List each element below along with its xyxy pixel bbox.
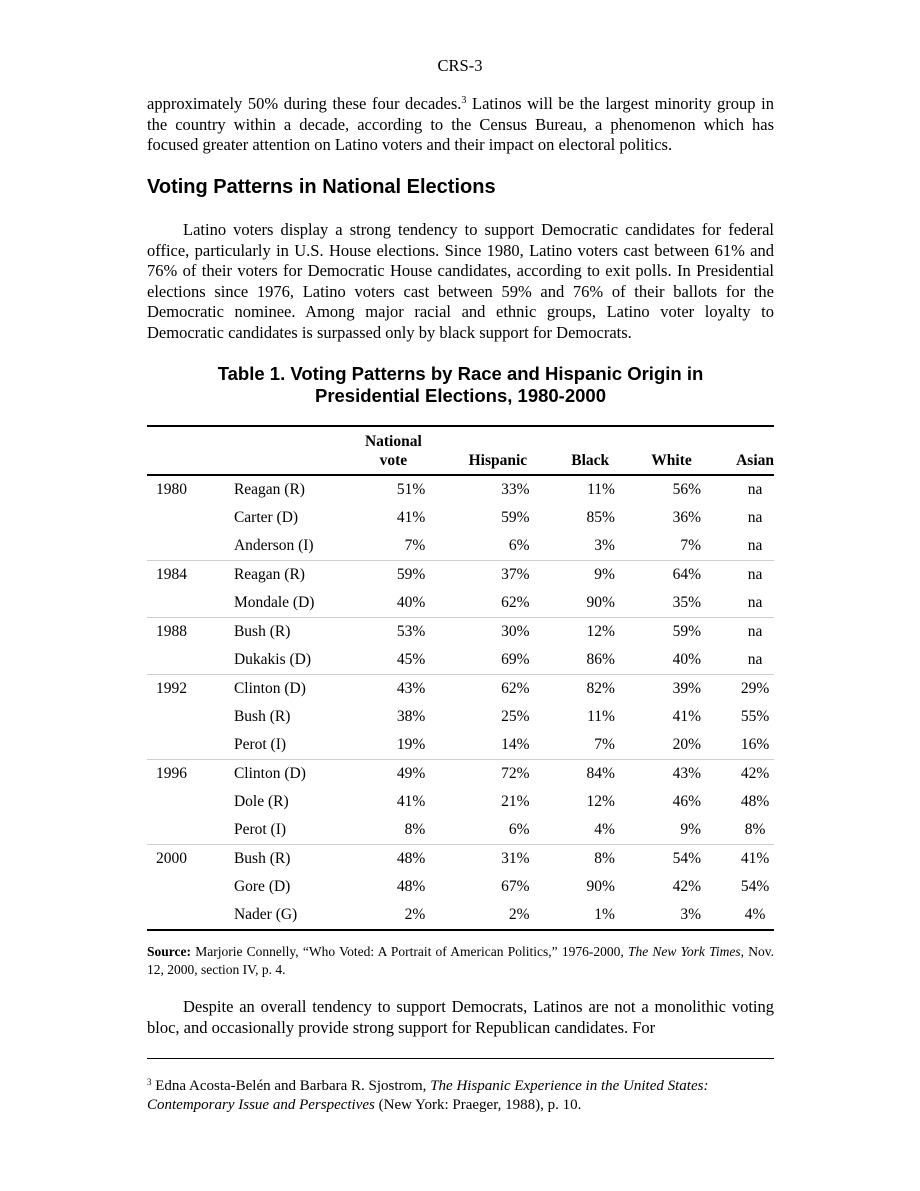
paragraph-voting-patterns: Latino voters display a strong tendency to support Democratic candidates for federal office, particularly in U.S. House elections. Since 1980, Latino voters cast between 61% and 76% of their voters for Democratic House candidates, according to exit polls. In Presidential elections since 1976, Latino voters cast between 59% and 76% of their ballots for the Democratic nominee. Among major racial and ethnic groups, Latino voter loyalty to Democratic candidates is surpassed only by black support for Democrats. bbox=[147, 220, 774, 342]
cell-black: 1% bbox=[546, 901, 627, 930]
cell-year bbox=[147, 646, 234, 675]
header-national-line-1: National bbox=[364, 433, 422, 450]
cell-asian: 42% bbox=[716, 760, 774, 789]
cell-candidate: Gore (D) bbox=[233, 878, 291, 895]
cell-hispanic: 69% bbox=[501, 651, 530, 668]
cell-asian: 48% bbox=[740, 793, 770, 810]
cell-asian: 29% bbox=[716, 675, 774, 704]
cell-candidate: Anderson (I) bbox=[233, 537, 314, 554]
footnote-number: 3 bbox=[147, 1077, 152, 1087]
cell-hispanic: 37% bbox=[430, 561, 545, 590]
paragraph-republican-support: Despite an overall tendency to support Democrats, Latinos are not a monolithic voting bloc, and occasionally provide strong support for Republican candidates. For bbox=[147, 997, 774, 1037]
cell-hispanic: 30% bbox=[430, 618, 545, 647]
cell-hispanic: 33% bbox=[501, 481, 530, 498]
cell-year bbox=[147, 731, 234, 760]
cell-year bbox=[147, 703, 234, 731]
cell-hispanic: 25% bbox=[501, 708, 530, 725]
cell-black: 8% bbox=[546, 845, 627, 874]
cell-candidate: Perot (I) bbox=[233, 736, 287, 753]
cell-national-vote: 19% bbox=[396, 736, 426, 753]
source-text: Marjorie Connelly, “Who Voted: A Portrait of American Politics,” 1976-2000, bbox=[191, 944, 628, 959]
cell-white: 42% bbox=[672, 878, 702, 895]
cell-asian: na bbox=[716, 618, 774, 647]
cell-white: 36% bbox=[672, 509, 702, 526]
table-title-line-2: Presidential Elections, 1980-2000 bbox=[314, 385, 606, 406]
table-row bbox=[147, 873, 774, 901]
header-national-vote bbox=[352, 426, 430, 475]
cell-white: 35% bbox=[672, 594, 702, 611]
footnote-publication-info: (New York: Praeger, 1988), p. 10. bbox=[374, 1097, 582, 1113]
cell-national-vote: 41% bbox=[396, 509, 426, 526]
cell-white: 43% bbox=[627, 760, 716, 789]
cell-hispanic: 62% bbox=[430, 675, 545, 704]
cell-candidate: Bush (R) bbox=[233, 708, 291, 725]
table-row bbox=[147, 475, 774, 504]
cell-year bbox=[147, 504, 234, 532]
table-row bbox=[147, 618, 774, 647]
cell-asian: na bbox=[716, 561, 774, 590]
cell-year bbox=[147, 901, 234, 930]
cell-asian: na bbox=[747, 651, 763, 668]
table-row bbox=[147, 504, 774, 532]
cell-black: 90% bbox=[586, 878, 615, 895]
footnote-reference[interactable]: 3 bbox=[461, 95, 467, 106]
cell-candidate: Reagan (R) bbox=[234, 561, 353, 590]
cell-white: 64% bbox=[627, 561, 716, 590]
cell-year bbox=[147, 816, 234, 845]
cell-candidate: Mondale (D) bbox=[233, 594, 315, 611]
cell-year bbox=[147, 788, 234, 816]
table-row bbox=[147, 646, 774, 675]
cell-candidate: Reagan (R) bbox=[233, 481, 305, 498]
cell-national-vote: 2% bbox=[352, 901, 430, 930]
cell-candidate: Clinton (D) bbox=[234, 675, 353, 704]
table-row bbox=[147, 731, 774, 760]
cell-hispanic: 62% bbox=[501, 594, 530, 611]
cell-white: 7% bbox=[680, 537, 702, 554]
table-body bbox=[147, 475, 774, 930]
footnote-authors: Edna Acosta-Belén and Barbara R. Sjostrom, bbox=[151, 1078, 431, 1094]
cell-black: 12% bbox=[546, 618, 627, 647]
cell-black: 3% bbox=[594, 537, 615, 554]
table-row bbox=[147, 788, 774, 816]
cell-asian: na bbox=[747, 594, 763, 611]
cell-asian: 16% bbox=[740, 736, 770, 753]
cell-white: 41% bbox=[672, 708, 702, 725]
header-candidate bbox=[234, 426, 353, 475]
table-row bbox=[147, 561, 774, 590]
cell-year: 1988 bbox=[147, 618, 234, 647]
cell-black: 7% bbox=[594, 736, 615, 753]
cell-white: 39% bbox=[627, 675, 716, 704]
cell-year bbox=[147, 532, 234, 561]
cell-year: 1992 bbox=[147, 675, 234, 704]
cell-hispanic: 59% bbox=[501, 509, 530, 526]
table-row bbox=[147, 901, 774, 930]
table-row bbox=[147, 760, 774, 789]
cell-candidate: Dukakis (D) bbox=[233, 651, 312, 668]
cell-year: 2000 bbox=[147, 845, 234, 874]
cell-white: 9% bbox=[680, 821, 702, 838]
cell-national-vote: 53% bbox=[352, 618, 430, 647]
header-year bbox=[147, 426, 234, 475]
cell-national-vote: 8% bbox=[404, 821, 426, 838]
cell-national-vote: 41% bbox=[396, 793, 426, 810]
cell-year bbox=[147, 589, 234, 618]
header-black: Black bbox=[571, 452, 610, 469]
cell-black: 90% bbox=[586, 594, 615, 611]
cell-black: 84% bbox=[546, 760, 627, 789]
cell-national-vote: 48% bbox=[396, 878, 426, 895]
header-national-line-2: vote bbox=[379, 452, 408, 469]
cell-national-vote: 51% bbox=[396, 481, 426, 498]
source-publication: The New York Times bbox=[627, 944, 741, 959]
table-row bbox=[147, 845, 774, 874]
cell-hispanic: 67% bbox=[501, 878, 530, 895]
cell-asian: na bbox=[747, 481, 763, 498]
cell-white: 46% bbox=[672, 793, 702, 810]
cell-asian: na bbox=[747, 509, 763, 526]
cell-hispanic: 31% bbox=[430, 845, 545, 874]
cell-national-vote: 49% bbox=[352, 760, 430, 789]
cell-asian: 54% bbox=[740, 878, 770, 895]
table-title bbox=[147, 363, 774, 407]
cell-black: 12% bbox=[586, 793, 615, 810]
header-hispanic: Hispanic bbox=[468, 452, 528, 469]
cell-asian: 55% bbox=[740, 708, 770, 725]
cell-hispanic: 72% bbox=[430, 760, 545, 789]
cell-candidate: Clinton (D) bbox=[234, 760, 353, 789]
section-heading: Voting Patterns in National Elections bbox=[147, 176, 496, 198]
cell-hispanic: 14% bbox=[501, 736, 530, 753]
cell-hispanic: 2% bbox=[430, 901, 545, 930]
table-header-row bbox=[147, 426, 774, 475]
cell-candidate: Carter (D) bbox=[233, 509, 299, 526]
table-row bbox=[147, 703, 774, 731]
source-text-continued: , Nov. 12, 2000, section IV, p. 4. bbox=[147, 944, 774, 977]
cell-national-vote: 59% bbox=[352, 561, 430, 590]
header-asian: Asian bbox=[736, 452, 774, 469]
cell-candidate: Bush (R) bbox=[234, 845, 353, 874]
table-row bbox=[147, 675, 774, 704]
cell-year: 1980 bbox=[156, 481, 187, 498]
cell-white: 20% bbox=[672, 736, 702, 753]
paragraph-text: approximately 50% during these four decades. bbox=[147, 94, 462, 113]
cell-year: 1984 bbox=[147, 561, 234, 590]
header-white: White bbox=[651, 452, 692, 469]
cell-white: 40% bbox=[672, 651, 702, 668]
cell-black: 85% bbox=[586, 509, 615, 526]
cell-candidate: Dole (R) bbox=[233, 793, 289, 810]
cell-candidate: Bush (R) bbox=[234, 618, 353, 647]
table-row bbox=[147, 816, 774, 845]
cell-year bbox=[147, 873, 234, 901]
cell-national-vote: 48% bbox=[352, 845, 430, 874]
cell-national-vote: 38% bbox=[396, 708, 426, 725]
footnote-divider bbox=[147, 1058, 774, 1059]
paragraph-intro-continuation bbox=[147, 94, 774, 156]
cell-white: 59% bbox=[627, 618, 716, 647]
cell-black: 11% bbox=[587, 708, 615, 725]
table-source-note bbox=[147, 943, 774, 979]
paragraph-text-continued: Latinos will be the largest minority group in the country within a decade, according to the Census Bureau, a phenomenon which has focused greater attention on Latino voters and their impact on electoral politics. bbox=[147, 94, 774, 154]
cell-white: 56% bbox=[672, 481, 702, 498]
cell-black: 11% bbox=[587, 481, 615, 498]
cell-white: 3% bbox=[627, 901, 716, 930]
cell-black: 4% bbox=[594, 821, 615, 838]
cell-year: 1996 bbox=[147, 760, 234, 789]
page-number-header: CRS-3 bbox=[437, 56, 483, 75]
table-row bbox=[147, 589, 774, 618]
cell-hispanic: 6% bbox=[508, 537, 530, 554]
cell-asian: 8% bbox=[744, 821, 766, 838]
cell-black: 86% bbox=[586, 651, 615, 668]
footnote bbox=[147, 1077, 774, 1115]
cell-asian: 4% bbox=[716, 901, 774, 930]
cell-national-vote: 7% bbox=[404, 537, 426, 554]
cell-white: 54% bbox=[627, 845, 716, 874]
cell-hispanic: 21% bbox=[501, 793, 530, 810]
cell-national-vote: 40% bbox=[396, 594, 426, 611]
cell-black: 82% bbox=[546, 675, 627, 704]
source-label: Source: bbox=[147, 944, 191, 959]
cell-asian: na bbox=[747, 537, 763, 554]
table-row bbox=[147, 532, 774, 561]
cell-asian: 41% bbox=[716, 845, 774, 874]
table-title-line-1: Table 1. Voting Patterns by Race and Hispanic Origin in bbox=[217, 363, 704, 384]
cell-national-vote: 43% bbox=[352, 675, 430, 704]
cell-national-vote: 45% bbox=[396, 651, 426, 668]
cell-candidate: Perot (I) bbox=[233, 821, 287, 838]
voting-patterns-table bbox=[147, 425, 774, 931]
footnote-book-title: The Hispanic Experience in the United States: Contemporary Issue and Perspectives bbox=[147, 1078, 709, 1113]
cell-black: 9% bbox=[546, 561, 627, 590]
cell-hispanic: 6% bbox=[508, 821, 530, 838]
cell-candidate: Nader (G) bbox=[234, 901, 353, 930]
